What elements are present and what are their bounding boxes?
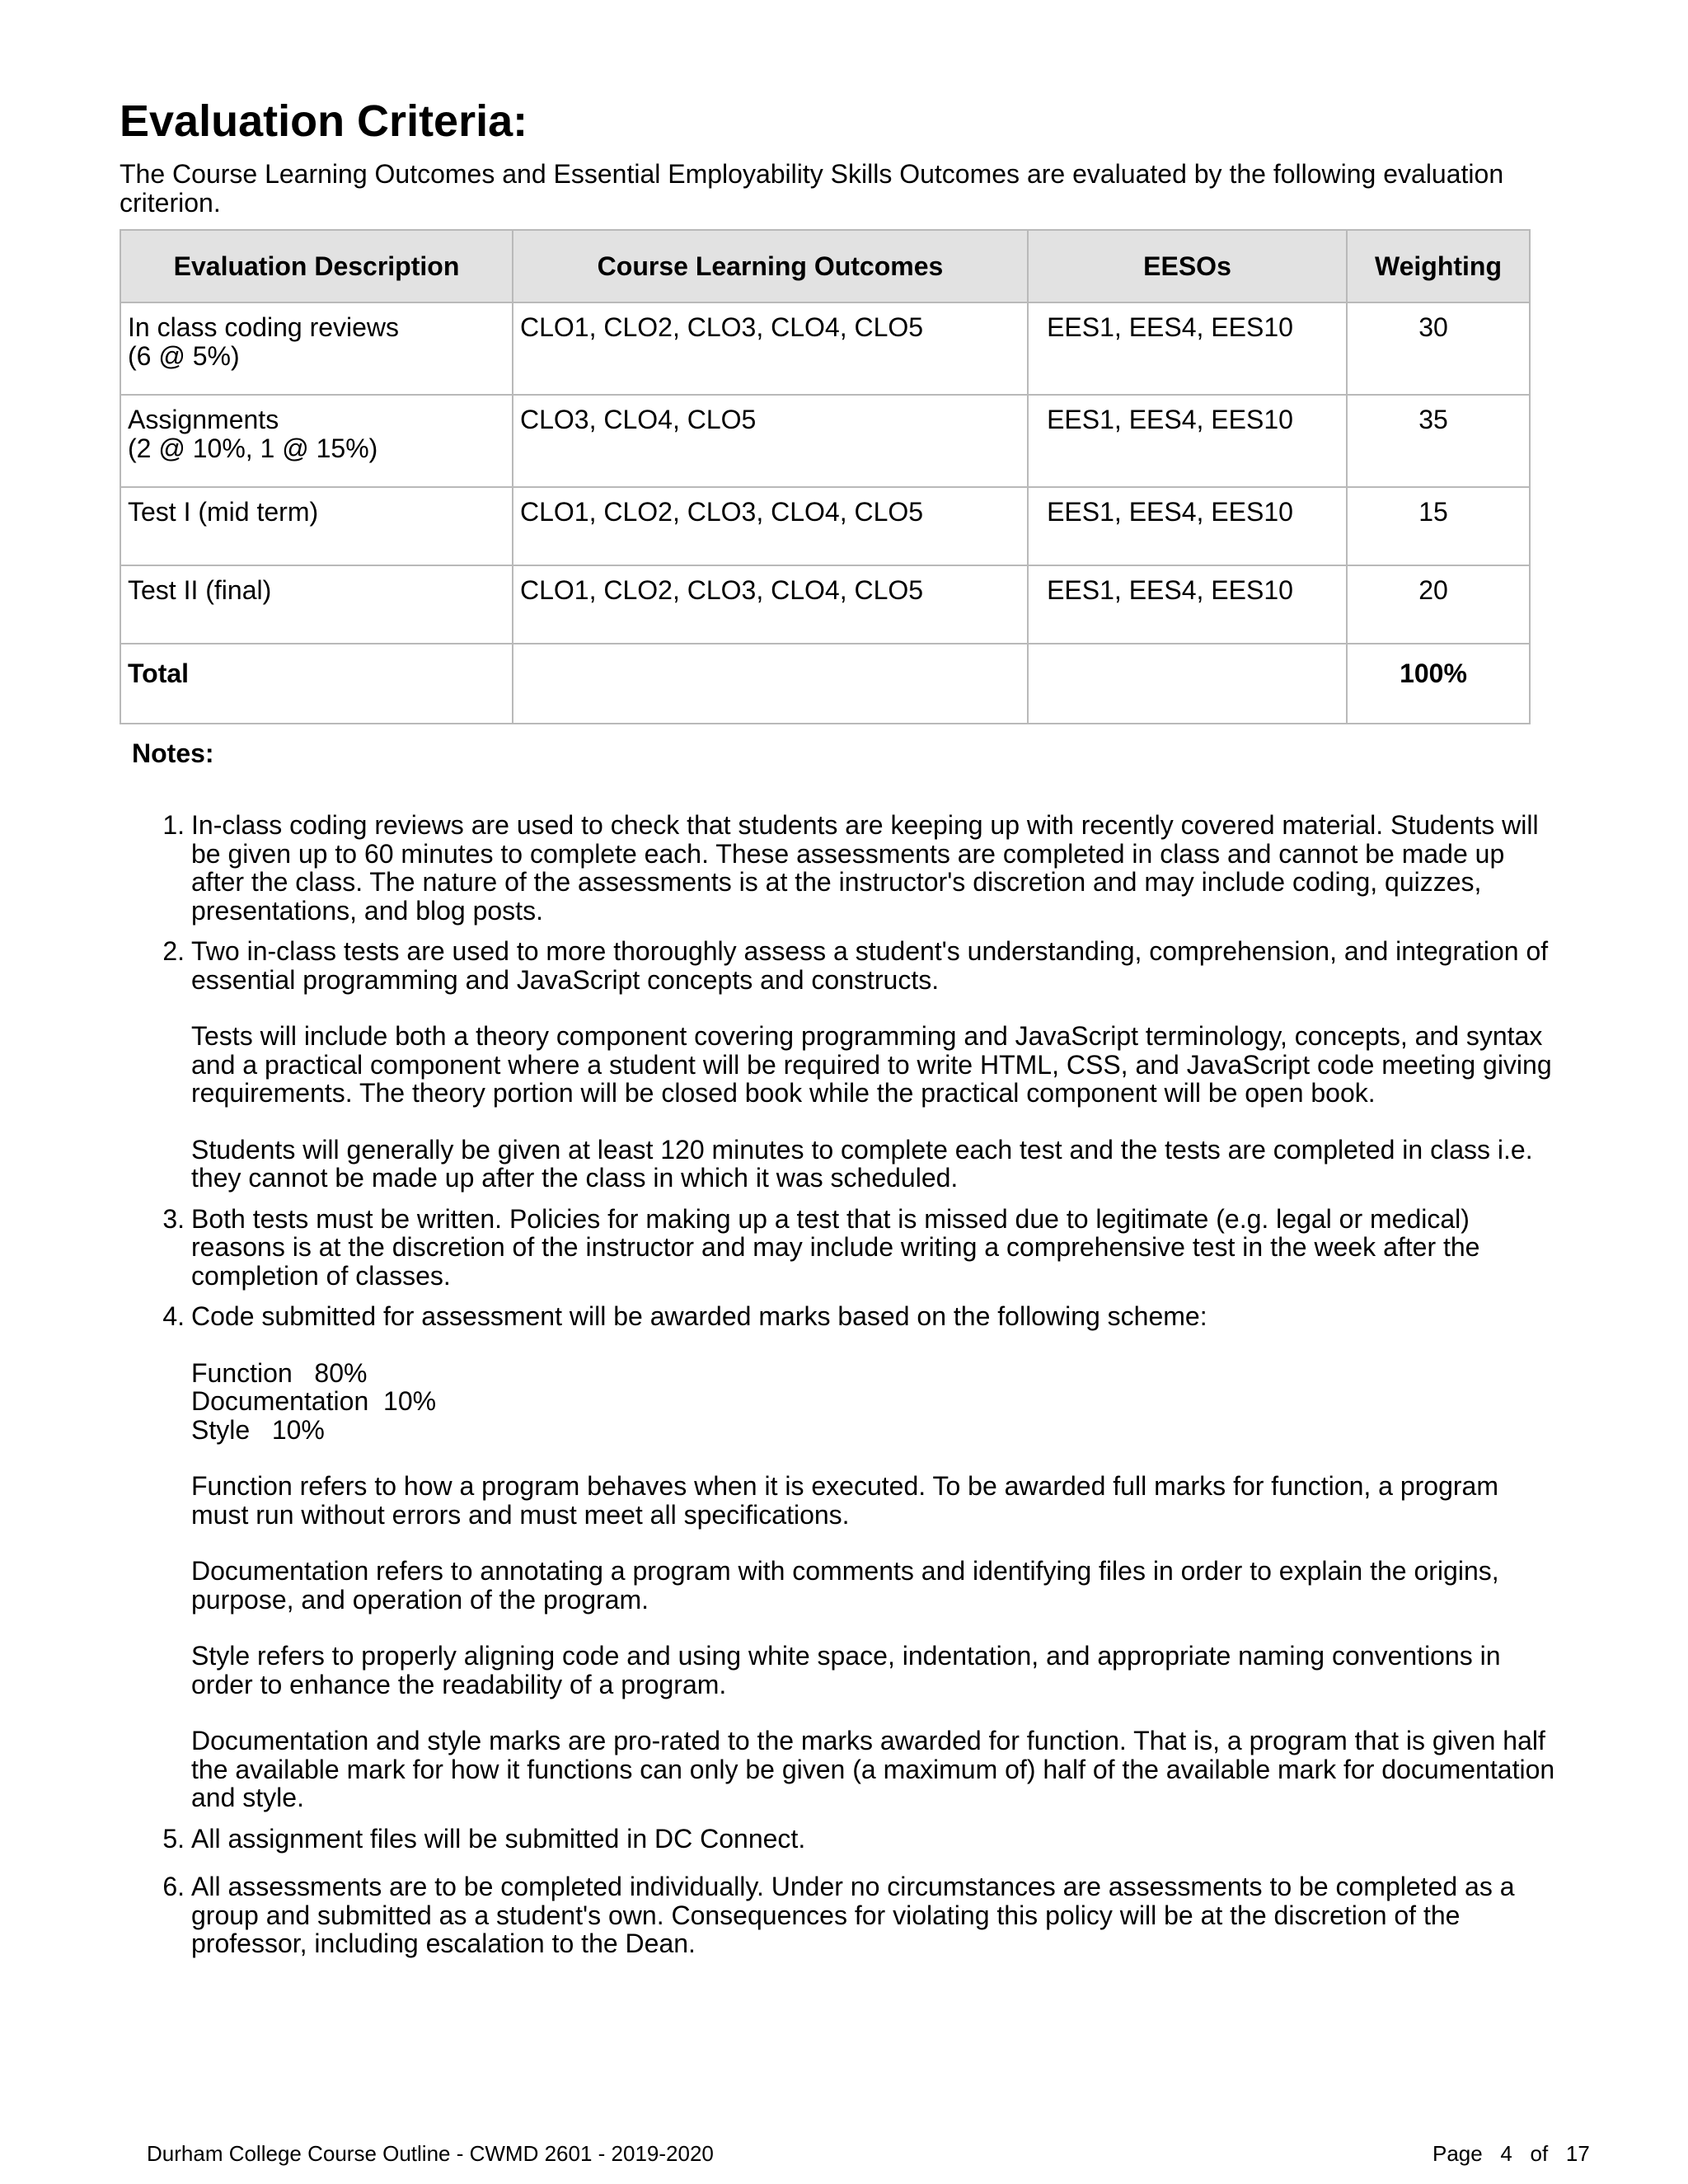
cell-description: Test II (final): [120, 565, 513, 644]
header-course-learning-outcomes: Course Learning Outcomes: [513, 230, 1028, 302]
note-item: [162, 936, 1555, 1193]
note-paragraph: Documentation and style marks are pro-rated to the marks awarded for function. That is, a program that is given half the available mark for how it functions can only be given (a maximum of) half of the available mark for documentation and style.: [191, 1726, 1555, 1812]
note-number: 1.: [162, 810, 185, 840]
note-paragraph: In-class coding reviews are used to check that students are keeping up with recently covered material. Students will be given up to 60 minutes to complete each. These assessments are completed in class and cannot be made up after the class. The nature of the assessments is at the instructor's discretion and may include coding, quizzes, presentations, and blog posts.: [191, 810, 1539, 926]
note-number: 3.: [162, 1203, 185, 1234]
note-paragraph: Style refers to properly aligning code and using white space, indentation, and appropriate naming conventions in order to enhance the readability of a program.: [191, 1641, 1501, 1699]
table-row: [120, 395, 1530, 487]
description-main: In class coding reviews: [128, 312, 400, 342]
note-paragraph: Documentation refers to annotating a program with comments and identifying files in order to explain the origins, purpose, and operation of the program.: [191, 1556, 1499, 1615]
table-row: [120, 565, 1530, 644]
table-row: [120, 487, 1530, 565]
cell-description: [120, 302, 513, 395]
note-item: [162, 1301, 1555, 1812]
note-item: [162, 810, 1555, 926]
description-main: Assignments: [128, 405, 279, 434]
note-item: [162, 1203, 1555, 1291]
note-paragraph: All assessments are to be completed individually. Under no circumstances are assessments to be completed as a group and submitted as a student's own. Consequences for violating this policy will be at the discretion of the professor, including escalation to the Dean.: [191, 1872, 1515, 1958]
page-of: of: [1530, 2141, 1549, 2166]
cell-eeso: EES1, EES4, EES10: [1028, 395, 1347, 487]
footer-course-info: Durham College Course Outline - CWMD 2601 - 2019-2020: [147, 2141, 714, 2166]
note-paragraph: Two in-class tests are used to more thoroughly assess a student's understanding, comprehension, and integration of essential programming and JavaScript concepts and constructs.: [191, 936, 1549, 995]
cell-description: Test I (mid term): [120, 487, 513, 565]
footer-page-number: [1432, 2141, 1590, 2166]
cell-eeso: EES1, EES4, EES10: [1028, 302, 1347, 395]
description-sub: (6 @ 5%): [128, 341, 240, 371]
page-total: 17: [1565, 2141, 1590, 2166]
page-current: 4: [1500, 2141, 1512, 2166]
note-paragraph: Both tests must be written. Policies for making up a test that is missed due to legitimate (e.g. legal or medical) reasons is at the discretion of the instructor and may include writing a comprehensive test in the week after the completion of classes.: [191, 1203, 1480, 1291]
page-title: Evaluation Criteria:: [120, 96, 528, 146]
header-eesos: EESOs: [1028, 230, 1347, 302]
notes-heading: Notes:: [132, 738, 214, 768]
table-header-row: [120, 230, 1530, 302]
note-paragraph: Code submitted for assessment will be awarded marks based on the following scheme:: [191, 1301, 1207, 1331]
cell-eeso: EES1, EES4, EES10: [1028, 565, 1347, 644]
table-row: [120, 302, 1530, 395]
note-number: 2.: [162, 936, 185, 966]
evaluation-table: [120, 229, 1531, 724]
page-label: Page: [1432, 2141, 1483, 2166]
total-label: Total: [120, 644, 513, 724]
note-number: 4.: [162, 1301, 185, 1331]
note-paragraph: Tests will include both a theory component covering programming and JavaScript terminology, concepts, and syntax and a practical component where a student will be required to write HTML, CSS, and JavaScript code meeting giving requirements. The theory portion will be closed book while the practical component will be open book.: [191, 1021, 1552, 1108]
note-number: 6.: [162, 1872, 185, 1901]
note-paragraph: Students will generally be given at least 120 minutes to complete each test and the tests are completed in class i.e. they cannot be made up after the class in which it was scheduled.: [191, 1134, 1533, 1193]
cell-clo: CLO1, CLO2, CLO3, CLO4, CLO5: [513, 302, 1028, 395]
total-clo: [513, 644, 1028, 724]
header-weighting: Weighting: [1347, 230, 1530, 302]
cell-clo: CLO1, CLO2, CLO3, CLO4, CLO5: [513, 487, 1028, 565]
total-weighting: 100%: [1347, 644, 1530, 724]
cell-eeso: EES1, EES4, EES10: [1028, 487, 1347, 565]
table-total-row: [120, 644, 1530, 724]
cell-weighting: 30: [1347, 302, 1530, 395]
cell-weighting: 35: [1347, 395, 1530, 487]
description-sub: (2 @ 10%, 1 @ 15%): [128, 434, 378, 463]
note-item: [162, 1823, 1555, 1854]
note-number: 5.: [162, 1823, 185, 1854]
marking-scheme: Function 80% Documentation 10% Style 10%: [191, 1357, 437, 1445]
cell-description: [120, 395, 513, 487]
cell-clo: CLO1, CLO2, CLO3, CLO4, CLO5: [513, 565, 1028, 644]
cell-weighting: 15: [1347, 487, 1530, 565]
note-item: [162, 1872, 1555, 1958]
intro-paragraph: The Course Learning Outcomes and Essential Employability Skills Outcomes are evaluated by the following evaluation criterion.: [120, 159, 1504, 218]
note-paragraph: Function refers to how a program behaves when it is executed. To be awarded full marks for function, a program must run without errors and must meet all specifications.: [191, 1471, 1498, 1530]
cell-weighting: 20: [1347, 565, 1530, 644]
notes-list: [162, 810, 1555, 1971]
note-paragraph: All assignment files will be submitted in DC Connect.: [191, 1823, 806, 1854]
cell-clo: CLO3, CLO4, CLO5: [513, 395, 1028, 487]
total-eeso: [1028, 644, 1347, 724]
header-evaluation-description: Evaluation Description: [120, 230, 513, 302]
